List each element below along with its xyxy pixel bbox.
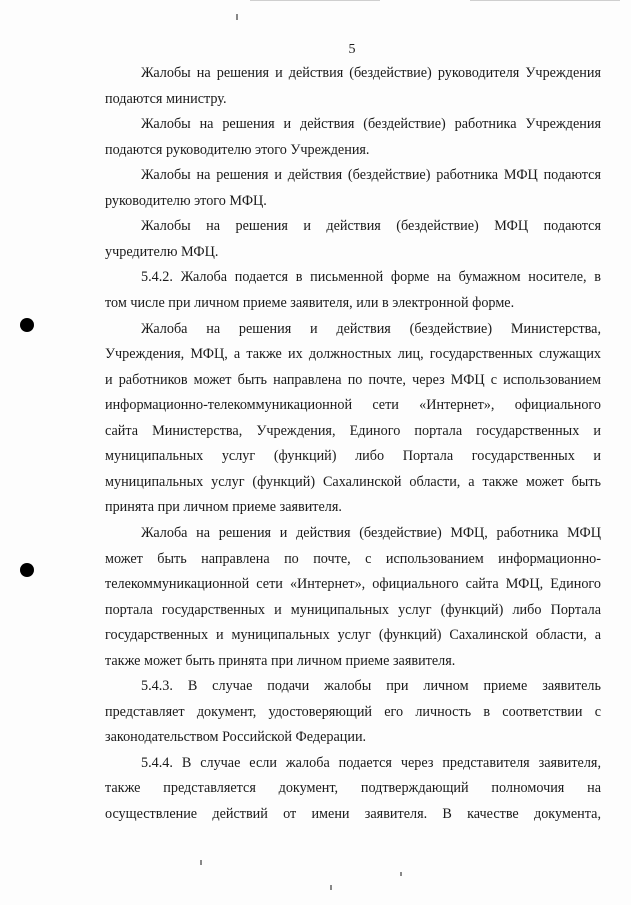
text-line: подаются министру. — [105, 90, 227, 107]
text-line: также представляется документ, подтверждающий полномочия на — [105, 780, 601, 797]
text-line: портала государственных и муниципальных услуг (функций) либо Портала — [105, 601, 601, 618]
scan-edge-mark — [250, 0, 380, 1]
page-number: 5 — [348, 42, 356, 57]
text-line: муниципальных услуг (функций) Сахалинской области, а также может быть — [105, 473, 601, 490]
text-line: информационно-телекоммуникационной сети «Интернет», официального — [105, 397, 601, 414]
text-line: Жалобы на решения и действия (бездействие) работника Учреждения — [141, 116, 601, 133]
text-line: 5.4.3. В случае подачи жалобы при личном приеме заявитель — [141, 678, 601, 695]
punch-hole — [20, 563, 34, 577]
text-line: том числе при личном приеме заявителя, или в электронной форме. — [105, 295, 515, 311]
scan-speck — [200, 860, 202, 865]
text-line: Жалобы на решения и действия (бездействие) работника МФЦ подаются — [141, 167, 601, 184]
text-line: телекоммуникационной сети «Интернет», официального сайта МФЦ, Единого — [105, 576, 601, 592]
text-line: представляет документ, удостоверяющий его личность в соответствии с — [105, 703, 601, 720]
text-line: учредителю МФЦ. — [105, 243, 219, 260]
punch-hole — [20, 318, 34, 332]
text-line: принята при личном приеме заявителя. — [105, 499, 342, 516]
scan-speck — [330, 885, 332, 890]
text-line: Жалобы на решения и действия (бездействие) руководителя Учреждения — [141, 65, 601, 81]
text-line: сайта Министерства, Учреждения, Единого портала государственных и — [105, 422, 601, 439]
scan-speck — [400, 872, 402, 876]
text-line: осуществление действий от имени заявителя. В качестве документа, — [105, 806, 601, 822]
scan-speck — [236, 14, 238, 20]
text-line: муниципальных услуг (функций) либо Портала государственных и — [105, 448, 601, 465]
text-line: 5.4.4. В случае если жалоба подается через представителя заявителя, — [141, 754, 601, 771]
text-line: Жалоба на решения и действия (бездействие) МФЦ, работника МФЦ — [141, 524, 601, 541]
text-line: Жалобы на решения и действия (бездействие) МФЦ подаются — [141, 218, 601, 235]
text-line: 5.4.2. Жалоба подается в письменной форме на бумажном носителе, в — [141, 269, 601, 286]
scan-edge-mark — [470, 0, 620, 1]
text-line: и работников может быть направлена по почте, через МФЦ с использованием — [105, 371, 601, 388]
text-line: подаются руководителю этого Учреждения. — [105, 141, 370, 158]
text-line: Жалоба на решения и действия (бездействие) Министерства, — [141, 320, 601, 337]
text-line: может быть направлена по почте, с использованием информационно- — [105, 550, 601, 567]
text-line: руководителю этого МФЦ. — [105, 192, 267, 209]
text-line: законодательством Российской Федерации. — [105, 729, 367, 746]
text-line: государственных и муниципальных услуг (функций) Сахалинской области, а — [105, 627, 601, 644]
text-line: Учреждения, МФЦ, а также их должностных лиц, государственных служащих — [105, 346, 601, 363]
text-line: также может быть принята при личном приеме заявителя. — [105, 652, 456, 669]
